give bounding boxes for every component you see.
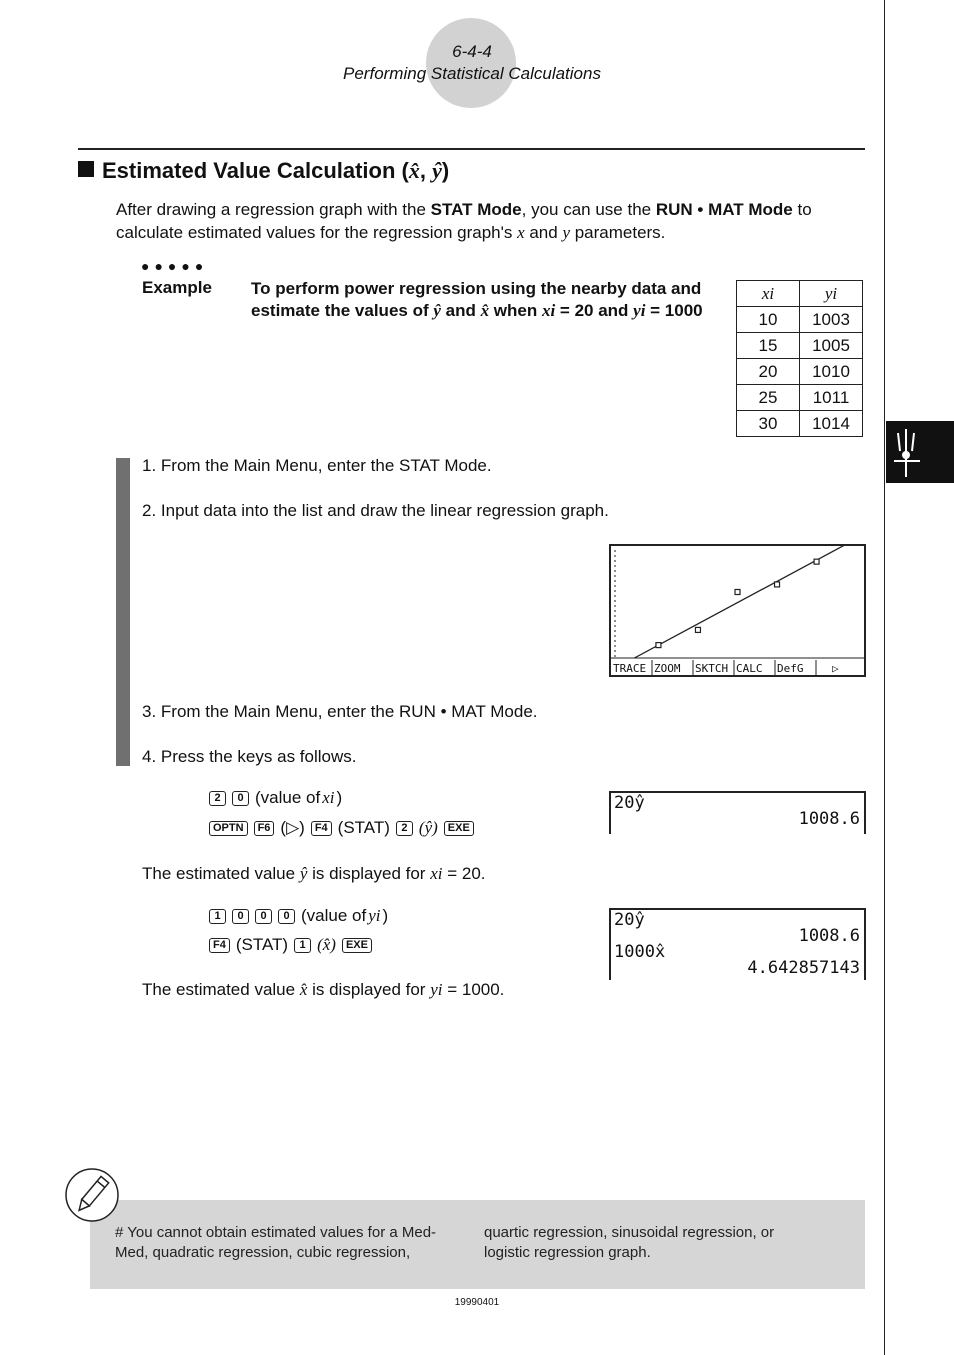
- example-description: [251, 278, 706, 322]
- page-subtitle: Performing Statistical Calculations: [343, 64, 601, 83]
- data-point: [735, 590, 740, 595]
- calculator-graph-screen: [609, 544, 866, 677]
- table-row: [737, 333, 863, 359]
- step-4: 4. Press the keys as follows.: [142, 747, 357, 766]
- footer-code: 19990401: [454, 1297, 500, 1308]
- page-number: 6-4-4: [452, 42, 492, 61]
- intro-text: After drawing a regression graph with the: [116, 200, 431, 219]
- table-header-row: [737, 281, 863, 307]
- result-text: The estimated value: [142, 864, 300, 883]
- calculator-result-screen-2: [609, 908, 866, 980]
- steps-side-bar: [116, 458, 130, 766]
- screen2-line2: 1008.6: [798, 926, 860, 946]
- intro-paragraph: [116, 198, 866, 244]
- table-cell: 1010: [800, 359, 863, 385]
- step-1: 1. From the Main Menu, enter the STAT Mode.: [142, 456, 492, 475]
- screen1-line1: 20ŷ: [614, 793, 645, 813]
- screen2-line3: 1000x̂: [614, 942, 666, 962]
- table-header-xi: xi: [737, 281, 800, 307]
- result-text: is displayed for: [307, 980, 431, 999]
- key-2[interactable]: 2: [396, 821, 413, 836]
- key-1[interactable]: 1: [294, 938, 311, 953]
- result-1-text: [142, 864, 486, 884]
- data-point: [656, 643, 661, 648]
- calculator-result-screen-1: [609, 791, 866, 834]
- graph-menu-item[interactable]: ▷: [832, 662, 839, 675]
- graph-menu-item[interactable]: SKTCH: [695, 662, 729, 675]
- section-rule: [78, 148, 865, 150]
- table-row: [737, 385, 863, 411]
- heading-text: Estimated Value Calculation (: [102, 158, 409, 183]
- key-sequence-2-line1: [209, 906, 388, 926]
- keys-text: (▷): [280, 818, 305, 837]
- result-text: The estimated value: [142, 980, 300, 999]
- example-text: = 20 and: [555, 301, 634, 320]
- step-2: 2. Input data into the list and draw the linear regression graph.: [142, 501, 609, 520]
- table-cell: 15: [737, 333, 800, 359]
- example-xhat: x̂: [480, 301, 490, 320]
- chapter-tab-icon: [886, 421, 954, 483]
- intro-var-y: y: [562, 223, 570, 242]
- header-circle-decoration: [426, 18, 516, 108]
- right-margin-rule: [884, 0, 885, 1355]
- graph-menu-item[interactable]: TRACE: [613, 662, 647, 675]
- table-cell: 1005: [800, 333, 863, 359]
- note-box: [90, 1200, 865, 1289]
- key-sequence-1-line2: [209, 818, 478, 838]
- heading-sep: ,: [419, 158, 433, 183]
- screen2-line4: 4.642857143: [747, 958, 860, 978]
- example-label: Example: [142, 278, 212, 297]
- table-row: [737, 359, 863, 385]
- note-column-2: quartic regression, sinusoidal regression, or logistic regression graph.: [484, 1224, 775, 1261]
- step-3: 3. From the Main Menu, enter the RUN • MAT Mode.: [142, 702, 538, 721]
- example-dots: ●●●●●: [141, 258, 209, 274]
- key-2[interactable]: 2: [209, 791, 226, 806]
- key-0[interactable]: 0: [278, 909, 295, 924]
- table-cell: 10: [737, 307, 800, 333]
- key-exe[interactable]: EXE: [444, 821, 474, 836]
- key-exe[interactable]: EXE: [342, 938, 372, 953]
- data-point: [775, 582, 780, 587]
- example-var-yi: yi: [633, 301, 646, 320]
- result-var: yi: [430, 980, 443, 999]
- heading-close: ): [441, 158, 450, 183]
- table-row: [737, 307, 863, 333]
- table-cell: 25: [737, 385, 800, 411]
- key-sequence-1-line1: [209, 788, 342, 808]
- key-0[interactable]: 0: [232, 909, 249, 924]
- screen1-line2: 1008.6: [798, 809, 860, 829]
- intro-var-x: x: [517, 223, 525, 242]
- key-1[interactable]: 1: [209, 909, 226, 924]
- table-cell: 1003: [800, 307, 863, 333]
- example-text: To perform power regression using the nearby data and estimate the values of: [251, 279, 702, 320]
- bullet-square-icon: [78, 161, 94, 177]
- keys-text: (value of: [301, 906, 367, 925]
- data-table: [736, 280, 863, 437]
- keys-text: (ŷ): [418, 818, 438, 837]
- table-row: [737, 411, 863, 437]
- result-text: is displayed for: [307, 864, 431, 883]
- table-cell: 1014: [800, 411, 863, 437]
- key-f4[interactable]: F4: [311, 821, 332, 836]
- table-header-yi: yi: [800, 281, 863, 307]
- result-text: = 20.: [442, 864, 486, 883]
- heading-yhat: ŷ: [432, 158, 442, 183]
- table-cell: 1011: [800, 385, 863, 411]
- data-point: [695, 627, 700, 632]
- intro-text: , you can use the: [521, 200, 656, 219]
- example-text: when: [489, 301, 542, 320]
- regression-graph: [611, 546, 864, 675]
- key-optn[interactable]: OPTN: [209, 821, 248, 836]
- graph-menu-item[interactable]: DefG: [777, 662, 804, 675]
- key-sequence-2-line2: [209, 935, 376, 955]
- example-yhat: ŷ: [433, 301, 441, 320]
- result-symbol: x̂: [299, 980, 308, 999]
- key-0[interactable]: 0: [255, 909, 272, 924]
- keys-var: xi: [322, 788, 335, 807]
- keys-text: (STAT): [235, 935, 289, 954]
- intro-text: parameters.: [569, 223, 666, 242]
- pencil-note-icon: [64, 1167, 120, 1223]
- key-f4[interactable]: F4: [209, 938, 230, 953]
- key-0[interactable]: 0: [232, 791, 249, 806]
- intro-text: and: [524, 223, 563, 242]
- keys-text: ): [336, 788, 343, 807]
- result-symbol: ŷ: [299, 864, 308, 883]
- example-text: and: [440, 301, 481, 320]
- result-2-text: [142, 980, 504, 1000]
- intro-bold-runmat: RUN • MAT Mode: [655, 200, 793, 219]
- example-text: = 1000: [645, 301, 703, 320]
- keys-var: yi: [368, 906, 381, 925]
- intro-bold-stat: STAT Mode: [430, 200, 522, 219]
- key-f6[interactable]: F6: [254, 821, 275, 836]
- regression-line: [619, 546, 864, 666]
- result-var: xi: [430, 864, 443, 883]
- graph-menu-item[interactable]: CALC: [736, 662, 763, 675]
- heading-xhat: x̂: [408, 158, 420, 183]
- keys-text: (STAT): [337, 818, 390, 837]
- table-cell: 30: [737, 411, 800, 437]
- section-heading: [78, 158, 449, 184]
- keys-text: (value of: [255, 788, 321, 807]
- example-var-xi: xi: [541, 301, 556, 320]
- screen2-line1: 20ŷ: [614, 910, 645, 930]
- intro-text: to calculate estimated values for the regression graph's: [116, 200, 812, 242]
- table-cell: 20: [737, 359, 800, 385]
- graph-menu-item[interactable]: ZOOM: [654, 662, 681, 675]
- data-point: [814, 559, 819, 564]
- note-column-1: # You cannot obtain estimated values for a Med-Med, quadratic regression, cubic regression,: [115, 1224, 437, 1261]
- keys-text: ): [382, 906, 389, 925]
- keys-text: (x̂): [317, 935, 336, 954]
- result-text: = 1000.: [442, 980, 505, 999]
